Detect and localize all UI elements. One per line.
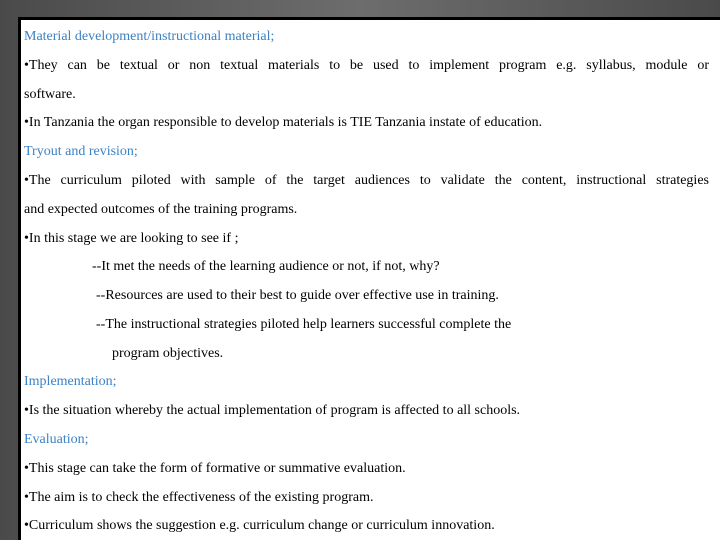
heading-material-development: Material development/instructional material; [24, 29, 275, 44]
evaluation-bullet-3: •Curriculum shows the suggestion e.g. curriculum change or curriculum innovation. [24, 518, 495, 533]
evaluation-bullet-2: •The aim is to check the effectiveness of the existing program. [24, 490, 374, 505]
heading-tryout-revision: Tryout and revision; [24, 144, 138, 159]
heading-implementation: Implementation; [24, 374, 117, 389]
material-bullet-1: •They can be textual or non textual materials to be used to implement program e.g. syllabus, module or [24, 58, 709, 73]
tryout-subpoint-3-continued: program objectives. [112, 346, 224, 361]
implementation-bullet-1: •Is the situation whereby the actual implementation of program is affected to all schools. [24, 403, 521, 418]
tryout-bullet-1: •The curriculum piloted with sample of the target audiences to validate the content, instructional strategies [24, 173, 709, 188]
tryout-bullet-1-continued: and expected outcomes of the training programs. [24, 202, 298, 217]
tryout-subpoint-2: --Resources are used to their best to guide over effective use in training. [96, 288, 499, 303]
evaluation-bullet-1: •This stage can take the form of formative or summative evaluation. [24, 461, 406, 476]
material-bullet-2: •In Tanzania the organ responsible to develop materials is TIE Tanzania instate of education. [24, 115, 543, 130]
tryout-subpoint-1: --It met the needs of the learning audience or not, if not, why? [92, 259, 440, 274]
material-bullet-1-continued: software. [24, 87, 76, 102]
tryout-bullet-2: •In this stage we are looking to see if ; [24, 231, 239, 246]
heading-evaluation: Evaluation; [24, 432, 89, 447]
content-panel [21, 20, 720, 540]
tryout-subpoint-3: --The instructional strategies piloted help learners successful complete the [96, 317, 512, 332]
